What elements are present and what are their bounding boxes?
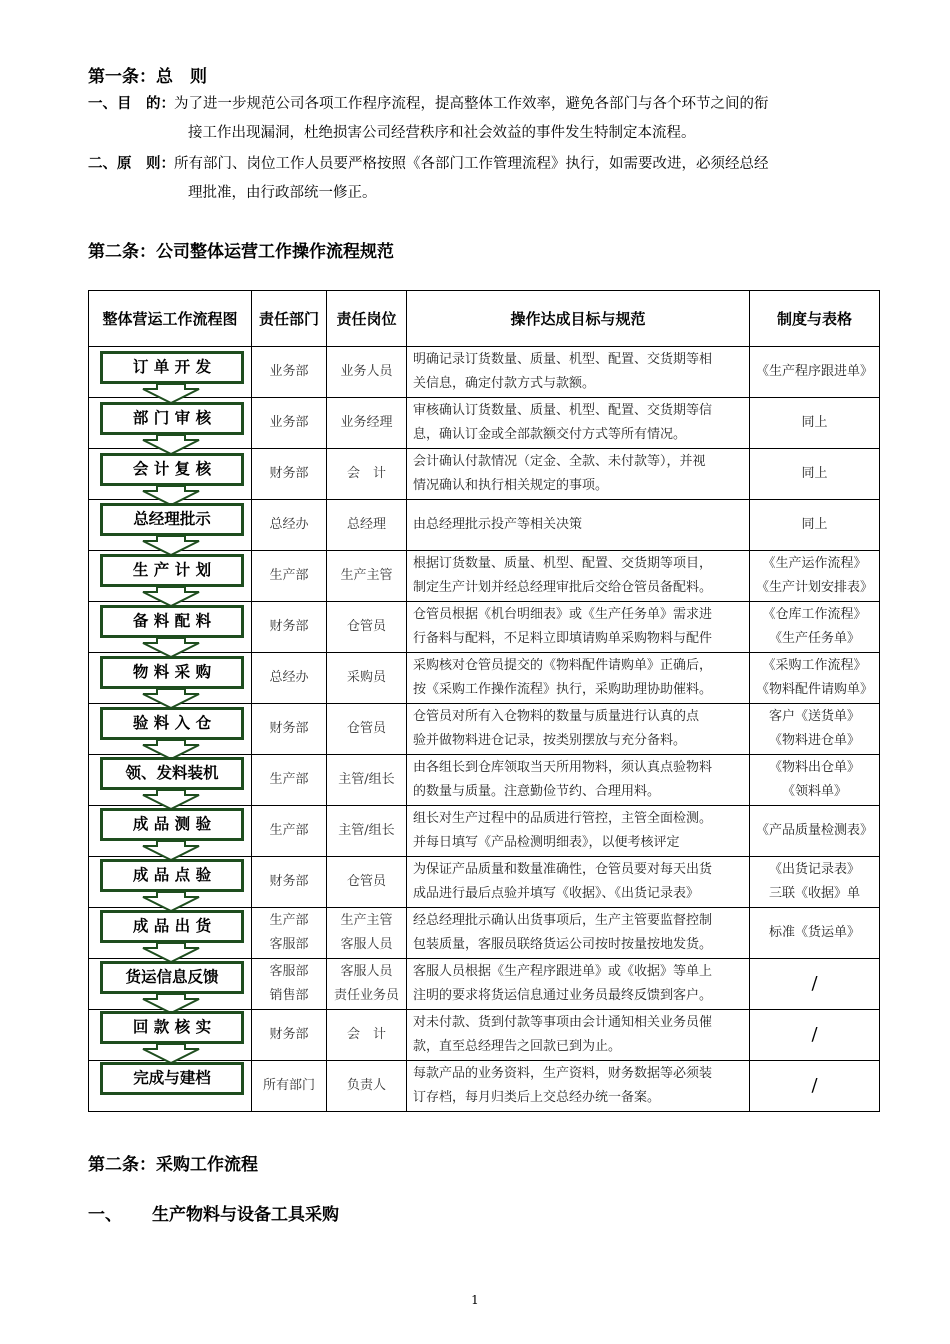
header-goal: 操作达成目标与规范 (407, 291, 750, 347)
forms-cell-line: 《物料出仓单》 (768, 760, 860, 775)
dept-cell-line: 生产部 (269, 823, 309, 838)
dept-cell (252, 755, 327, 806)
flow-cell (89, 1010, 252, 1061)
flow-cell (89, 1061, 252, 1112)
table-row (89, 500, 880, 551)
flow-cell (89, 653, 252, 704)
goal-cell (407, 755, 750, 806)
dept-cell-line: 生产部 (269, 568, 309, 583)
forms-cell-line: 《出货记录表》 (768, 862, 860, 877)
table-row (89, 653, 880, 704)
flow-cell (89, 551, 252, 602)
dept-cell (252, 1010, 327, 1061)
post-cell-line: 客服人员 (340, 937, 393, 952)
post-cell (327, 653, 407, 704)
table-row (89, 398, 880, 449)
forms-cell-line: / (811, 1075, 818, 1096)
flow-step-box: 总经理批示 (100, 503, 244, 536)
principle-line-2: 理批准，由行政部统一修正。 (188, 185, 377, 201)
forms-cell (750, 1061, 880, 1112)
dept-cell (252, 806, 327, 857)
post-cell-line: 责任业务员 (333, 988, 399, 1003)
article3-sub-title: 生产物料与设备工具采购 (152, 1205, 339, 1225)
forms-cell-line: / (811, 1024, 818, 1045)
goal-cell (407, 398, 750, 449)
flow-cell (89, 959, 252, 1010)
post-cell-line: 负责人 (346, 1078, 386, 1093)
article1-item-principle (88, 150, 880, 208)
table-row (89, 347, 880, 398)
post-cell (327, 398, 407, 449)
goal-cell-line: 每款产品的业务资料，生产资料，财务数据等必须装 (413, 1066, 713, 1081)
goal-cell-line: 行备料与配料，不足料立即填请购单采购物料与配件 (413, 631, 713, 646)
purpose-label: 一、目 的： (88, 96, 175, 112)
table-row (89, 551, 880, 602)
dept-cell (252, 347, 327, 398)
forms-cell (750, 806, 880, 857)
goal-cell-line: 订存档，每月归类后上交总经办统一备案。 (413, 1090, 661, 1105)
dept-cell (252, 1061, 327, 1112)
goal-cell-line: 成品进行最后点验并填写《收据》、《出货记录表》 (413, 886, 700, 901)
flow-step-box: 物 料 采 购 (100, 656, 244, 689)
post-cell-line: 仓管员 (346, 721, 386, 736)
goal-cell (407, 806, 750, 857)
flow-cell (89, 602, 252, 653)
table-row (89, 857, 880, 908)
post-cell-line: 会 计 (346, 466, 386, 481)
forms-cell (750, 704, 880, 755)
goal-cell (407, 551, 750, 602)
goal-cell (407, 602, 750, 653)
post-cell (327, 347, 407, 398)
flow-cell (89, 857, 252, 908)
article3-heading: 第二条：采购工作流程 (88, 1155, 258, 1175)
header-flowchart: 整体营运工作流程图 (89, 291, 252, 347)
dept-cell (252, 449, 327, 500)
flow-cell (89, 449, 252, 500)
flow-step-box: 备 料 配 料 (100, 605, 244, 638)
flow-step-box: 验 料 入 仓 (100, 707, 244, 740)
goal-cell (407, 857, 750, 908)
table-row (89, 959, 880, 1010)
dept-cell (252, 398, 327, 449)
table-header-row (89, 291, 880, 347)
goal-cell (407, 908, 750, 959)
forms-cell-line: 《物料配件请购单》 (755, 682, 873, 697)
post-cell-line: 仓管员 (346, 874, 386, 889)
dept-cell-line: 财务部 (269, 466, 309, 481)
dept-cell-line: 财务部 (269, 721, 309, 736)
post-cell-line: 会 计 (346, 1027, 386, 1042)
flow-cell (89, 908, 252, 959)
goal-cell-line: 仓管员根据《机台明细表》或《生产任务单》需求进 (413, 607, 713, 622)
flow-step-box: 成 品 测 验 (100, 808, 244, 841)
forms-cell-line: 《生产计划安排表》 (755, 580, 873, 595)
header-post: 责任岗位 (327, 291, 407, 347)
dept-cell (252, 500, 327, 551)
forms-cell (750, 959, 880, 1010)
post-cell-line: 总经理 (346, 517, 386, 532)
goal-cell (407, 1061, 750, 1112)
post-cell-line: 业务人员 (340, 364, 393, 379)
forms-cell (750, 857, 880, 908)
forms-cell-line: 《物料进仓单》 (768, 733, 860, 748)
forms-cell (750, 755, 880, 806)
goal-cell-line: 根据订货数量、质量、机型、配置、交货期等项目， (413, 556, 713, 571)
flow-cell (89, 347, 252, 398)
dept-cell-line: 总经办 (269, 670, 309, 685)
goal-cell-line: 对未付款、货到付款等事项由会计通知相关业务员催 (413, 1015, 713, 1030)
flow-cell (89, 806, 252, 857)
goal-cell (407, 1010, 750, 1061)
post-cell-line: 生产主管 (340, 913, 393, 928)
goal-cell-line: 息，确认订金或全部款额交付方式等所有情况。 (413, 427, 687, 442)
dept-cell-line: 总经办 (269, 517, 309, 532)
goal-cell-line: 制定生产计划并经总经理审批后交给仓管员备配料。 (413, 580, 713, 595)
flow-cell (89, 755, 252, 806)
goal-cell-line: 由总经理批示投产等相关决策 (413, 517, 583, 532)
post-cell (327, 551, 407, 602)
dept-cell-line: 销售部 (269, 988, 309, 1003)
goal-cell-line: 的数量与质量。注意勤俭节约、合理用料。 (413, 784, 661, 799)
post-cell (327, 959, 407, 1010)
table-row (89, 704, 880, 755)
goal-cell (407, 500, 750, 551)
goal-cell-line: 按《采购工作操作流程》执行，采购助理协助催料。 (413, 682, 713, 697)
goal-cell (407, 653, 750, 704)
forms-cell-line: 同上 (801, 466, 828, 481)
dept-cell-line: 财务部 (269, 1027, 309, 1042)
goal-cell-line: 关信息，确定付款方式与款额。 (413, 376, 596, 391)
post-cell-line: 业务经理 (340, 415, 393, 430)
goal-cell-line: 组长对生产过程中的品质进行管控，主管全面检测。 (413, 811, 713, 826)
principle-label: 二、原 则： (88, 156, 175, 172)
dept-cell-line: 客服部 (269, 937, 309, 952)
forms-cell-line: 同上 (801, 415, 828, 430)
dept-cell (252, 959, 327, 1010)
flow-step-box: 订 单 开 发 (100, 351, 244, 384)
table-row (89, 1061, 880, 1112)
flow-cell (89, 704, 252, 755)
dept-cell-line: 生产部 (269, 913, 309, 928)
table-body (89, 347, 880, 1112)
forms-cell (750, 551, 880, 602)
goal-cell-line: 会计确认付款情况（定金、全款、未付款等），并视 (413, 454, 706, 469)
forms-cell-line: 三联《收据》单 (768, 886, 860, 901)
operations-flow-table (88, 290, 880, 1112)
post-cell (327, 755, 407, 806)
purpose-line-2: 接工作出现漏洞，杜绝损害公司经营秩序和社会效益的事件发生特制定本流程。 (188, 125, 696, 141)
goal-cell-line: 为保证产品质量和数量准确性，仓管员要对每天出货 (413, 862, 713, 877)
goal-cell-line: 审核确认订货数量、质量、机型、配置、交货期等信 (413, 403, 713, 418)
post-cell-line: 主管/组长 (338, 823, 395, 838)
goal-cell-line: 采购核对仓管员提交的《物料配件请购单》正确后， (413, 658, 713, 673)
dept-cell (252, 551, 327, 602)
table-row (89, 755, 880, 806)
post-cell-line: 主管/组长 (338, 772, 395, 787)
goal-cell-line: 仓管员对所有入仓物料的数量与质量进行认真的点 (413, 709, 700, 724)
dept-cell-line: 生产部 (269, 772, 309, 787)
flow-step-box: 货运信息反馈 (100, 961, 244, 994)
forms-cell (750, 602, 880, 653)
goal-cell-line: 由各组长到仓库领取当天所用物料，须认真点验物料 (413, 760, 713, 775)
dept-cell (252, 653, 327, 704)
article3-sub-num: 一、 (88, 1205, 122, 1225)
table-row (89, 806, 880, 857)
forms-cell-line: 《产品质量检测表》 (755, 823, 873, 838)
post-cell (327, 704, 407, 755)
post-cell-line: 客服人员 (340, 964, 393, 979)
goal-cell (407, 449, 750, 500)
flow-step-box: 生 产 计 划 (100, 554, 244, 587)
goal-cell-line: 款，直至总经理告之回款已到为止。 (413, 1039, 622, 1054)
flow-step-box: 部 门 审 核 (100, 402, 244, 435)
forms-cell-line: 《生产任务单》 (768, 631, 860, 646)
forms-cell (750, 347, 880, 398)
dept-cell (252, 857, 327, 908)
forms-cell (750, 908, 880, 959)
dept-cell-line: 业务部 (269, 364, 309, 379)
article1-item-purpose (88, 90, 880, 148)
dept-cell (252, 602, 327, 653)
post-cell (327, 806, 407, 857)
goal-cell-line: 情况确认和执行相关规定的事项。 (413, 478, 609, 493)
header-dept: 责任部门 (252, 291, 327, 347)
flow-cell (89, 500, 252, 551)
forms-cell (750, 449, 880, 500)
post-cell (327, 1010, 407, 1061)
goal-cell (407, 959, 750, 1010)
goal-cell-line: 包装质量，客服员联络货运公司按时按量按地发货。 (413, 937, 713, 952)
page-number: 1 (471, 1293, 479, 1307)
forms-cell-line: 《采购工作流程》 (762, 658, 867, 673)
post-cell (327, 449, 407, 500)
header-forms: 制度与表格 (750, 291, 880, 347)
forms-cell-line: 《生产程序跟进单》 (755, 364, 873, 379)
post-cell-line: 生产主管 (340, 568, 393, 583)
dept-cell (252, 908, 327, 959)
flow-step-box: 回 款 核 实 (100, 1011, 244, 1044)
goal-cell-line: 明确记录订货数量、质量、机型、配置、交货期等相 (413, 352, 713, 367)
flow-step-box: 完成与建档 (100, 1062, 244, 1095)
principle-line-1: 所有部门、岗位工作人员要严格按照《各部门工作管理流程》执行，如需要改进，必须经总经 (174, 156, 769, 172)
forms-cell-line: 客户《送货单》 (768, 709, 860, 724)
post-cell (327, 857, 407, 908)
flow-step-box: 成 品 出 货 (100, 910, 244, 943)
table-row (89, 449, 880, 500)
post-cell (327, 908, 407, 959)
forms-cell (750, 500, 880, 551)
article1-heading: 第一条：总 则 (88, 67, 207, 87)
goal-cell (407, 704, 750, 755)
table-row (89, 908, 880, 959)
dept-cell-line: 客服部 (269, 964, 309, 979)
flow-step-box: 成 品 点 验 (100, 859, 244, 892)
article2-heading: 第二条：公司整体运营工作操作流程规范 (88, 242, 394, 262)
goal-cell-line: 注明的要求将货运信息通过业务员最终反馈到客户。 (413, 988, 713, 1003)
forms-cell (750, 1010, 880, 1061)
flow-step-box: 领、发料装机 (100, 757, 244, 790)
goal-cell-line: 客服人员根据《生产程序跟进单》或《收据》等单上 (413, 964, 713, 979)
forms-cell-line: / (811, 973, 818, 994)
goal-cell-line: 并每日填写《产品检测明细表》，以便考核评定 (413, 835, 680, 850)
dept-cell-line: 所有部门 (262, 1078, 315, 1093)
post-cell-line: 仓管员 (346, 619, 386, 634)
goal-cell-line: 经总经理批示确认出货事项后，生产主管要监督控制 (413, 913, 713, 928)
forms-cell (750, 398, 880, 449)
table-row (89, 1010, 880, 1061)
flow-step-box: 会 计 复 核 (100, 453, 244, 486)
goal-cell-line: 验并做物料进仓记录，按类别摆放与充分备料。 (413, 733, 687, 748)
post-cell-line: 采购员 (346, 670, 386, 685)
post-cell (327, 500, 407, 551)
forms-cell-line: 《领料单》 (781, 784, 847, 799)
flow-cell (89, 398, 252, 449)
purpose-line-1: 为了进一步规范公司各项工作程序流程，提高整体工作效率，避免各部门与各个环节之间的衔 (174, 96, 769, 112)
forms-cell (750, 653, 880, 704)
post-cell (327, 602, 407, 653)
dept-cell-line: 财务部 (269, 874, 309, 889)
dept-cell (252, 704, 327, 755)
forms-cell-line: 《生产运作流程》 (762, 556, 867, 571)
dept-cell-line: 业务部 (269, 415, 309, 430)
dept-cell-line: 财务部 (269, 619, 309, 634)
forms-cell-line: 同上 (801, 517, 828, 532)
forms-cell-line: 标准《货运单》 (768, 925, 860, 940)
table-row (89, 602, 880, 653)
goal-cell (407, 347, 750, 398)
forms-cell-line: 《仓库工作流程》 (762, 607, 867, 622)
post-cell (327, 1061, 407, 1112)
